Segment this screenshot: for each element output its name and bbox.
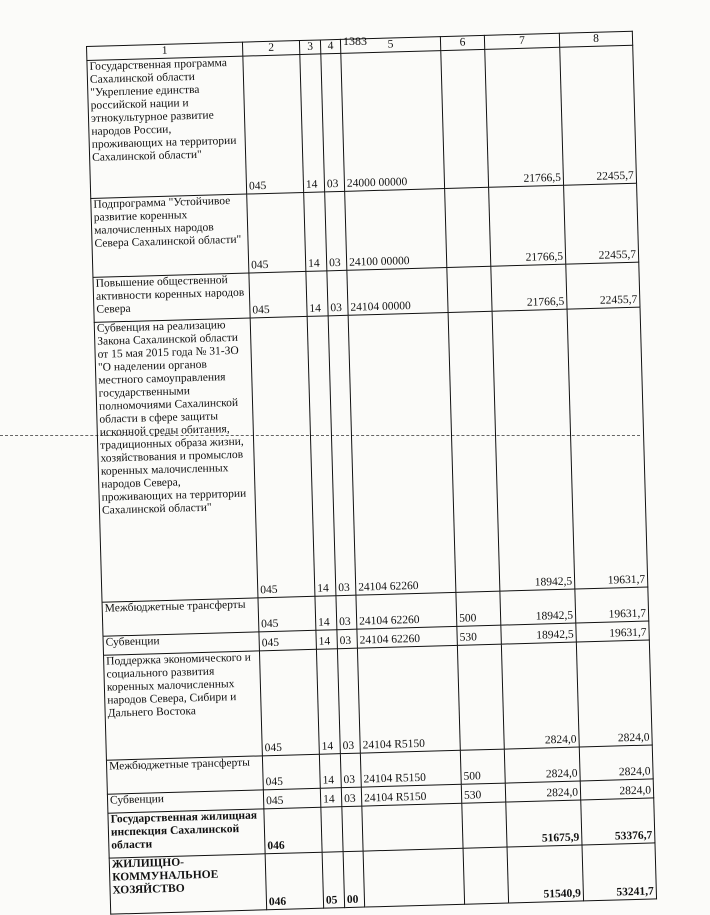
expense-type-cell: 500 <box>456 591 501 626</box>
name-cell: Повышение общественной активности коренных народов Севера <box>93 273 250 322</box>
section-cell <box>321 807 343 853</box>
ministry-code-cell: 045 <box>247 192 306 273</box>
amount-col7-cell: 2824,0 <box>501 642 579 749</box>
name-cell: Государственная жилищная инспекция Сахалинской области <box>108 809 265 858</box>
header-cell: 8 <box>559 31 632 47</box>
subsection-cell: 03 <box>336 595 357 630</box>
target-article-cell: 24104 62260 <box>348 312 456 595</box>
header-cell: 5 <box>340 37 440 54</box>
amount-col7-cell: 18942,5 <box>500 589 576 625</box>
ministry-code-cell: 045 <box>249 271 307 318</box>
amount-col7-cell: 18942,5 <box>492 309 575 591</box>
amount-col8-cell: 53376,7 <box>581 798 655 845</box>
target-article-cell: 24104 R5150 <box>360 750 461 787</box>
amount-col8-cell: 22455,7 <box>564 183 639 264</box>
ministry-code-cell: 046 <box>265 852 324 910</box>
amount-col8-cell: 19631,7 <box>576 621 650 642</box>
subsection-cell: 03 <box>325 191 347 271</box>
subsection-cell: 03 <box>337 629 358 649</box>
section-cell: 14 <box>315 596 337 631</box>
section-cell: 14 <box>320 788 342 808</box>
amount-col7-cell: 18942,5 <box>501 623 577 644</box>
expense-type-cell <box>447 266 492 312</box>
subsection-cell: 03 <box>321 53 345 192</box>
target-article-cell <box>362 803 463 851</box>
expense-type-cell: 530 <box>461 783 506 803</box>
target-article-cell <box>363 848 465 907</box>
subsection-cell: 03 <box>341 787 362 807</box>
table-row <box>104 640 653 760</box>
subsection-cell: 03 <box>327 270 348 316</box>
header-cell: 3 <box>299 40 320 55</box>
table-row <box>94 307 648 602</box>
subsection-cell: 03 <box>337 648 360 754</box>
amount-col8-cell: 53241,7 <box>582 843 657 901</box>
amount-col7-cell: 21766,5 <box>491 264 567 311</box>
page-number: 1383 <box>343 34 367 48</box>
amount-col7-cell: 21766,5 <box>485 47 564 187</box>
amount-col8-cell: 22455,7 <box>560 45 637 185</box>
expense-type-cell: 500 <box>460 749 505 784</box>
section-cell: 14 <box>307 316 336 596</box>
header-cell: 1 <box>87 42 243 60</box>
subsection-cell <box>342 806 363 852</box>
amount-col8-cell: 2824,0 <box>579 745 653 781</box>
name-cell: Межбюджетные трансферты <box>106 756 263 794</box>
amount-col7-cell: 21766,5 <box>489 185 566 266</box>
ministry-code-cell: 046 <box>264 807 322 854</box>
expense-type-cell <box>445 187 491 267</box>
header-cell: 2 <box>242 41 299 57</box>
section-cell: 14 <box>306 271 328 317</box>
amount-col7-cell: 2824,0 <box>505 781 581 802</box>
name-cell: Субвенции <box>103 632 259 655</box>
ministry-code-cell: 045 <box>262 754 320 790</box>
target-article-cell: 24104 62260 <box>356 592 457 629</box>
amount-col8-cell: 19631,7 <box>567 307 648 589</box>
name-cell: Поддержка экономического и социального развития коренных малочисленных народов Севера, Сибири и Дальнего Востока <box>104 651 263 760</box>
expense-type-cell: 530 <box>457 625 502 645</box>
subsection-cell: 03 <box>328 315 356 595</box>
ministry-code-cell: 045 <box>263 788 321 809</box>
expense-type-cell <box>441 49 489 188</box>
ministry-code-cell: 045 <box>243 55 304 195</box>
section-cell: 14 <box>316 649 340 755</box>
amount-col8-cell: 2824,0 <box>580 779 654 800</box>
subsection-cell: 03 <box>340 753 361 788</box>
amount-col8-cell: 19631,7 <box>575 587 649 623</box>
section-cell: 14 <box>300 54 325 193</box>
header-cell: 6 <box>440 35 484 50</box>
ministry-code-cell: 045 <box>259 630 317 651</box>
target-article-cell: 24104 R5150 <box>357 645 460 753</box>
amount-col8-cell: 2824,0 <box>576 640 652 747</box>
header-cell: 4 <box>320 39 340 54</box>
target-article-cell: 24000 00000 <box>341 51 445 192</box>
name-cell: Межбюджетные трансферты <box>102 598 259 636</box>
table-row <box>87 45 637 198</box>
amount-col7-cell: 2824,0 <box>504 747 580 783</box>
ministry-code-cell: 045 <box>259 649 319 756</box>
name-cell: Государственная программа Сахалинской области "Укрепление единства российской нации и этнокультурное развитие народов России, проживающих на территории Сахалинской области" <box>87 56 247 198</box>
ministry-code-cell: 045 <box>258 596 316 632</box>
expense-type-cell <box>462 802 507 848</box>
expense-type-cell <box>463 847 509 904</box>
name-cell: ЖИЛИЩНО-КОММУНАЛЬНОЕ ХОЗЯЙСТВО <box>109 854 267 914</box>
subsection-cell: 00 <box>343 851 365 908</box>
target-article-cell: 24104 00000 <box>347 268 448 316</box>
section-cell: 14 <box>319 754 341 789</box>
expense-type-cell <box>457 644 504 750</box>
amount-col7-cell: 51675,9 <box>506 800 582 847</box>
target-article-cell: 24100 00000 <box>345 189 447 271</box>
name-cell: Субвенции <box>107 790 263 813</box>
table-row <box>91 183 639 277</box>
header-cell: 7 <box>484 33 559 49</box>
section-cell: 05 <box>322 852 345 909</box>
name-cell: Подпрограмма "Устойчивое развитие коренных малочисленных народов Севера Сахалинской области" <box>91 194 249 277</box>
amount-col7-cell: 51540,9 <box>507 845 584 903</box>
expense-type-cell <box>448 311 500 592</box>
section-cell: 14 <box>304 192 327 272</box>
name-cell: Субвенция на реализацию Закона Сахалинской области от 15 мая 2015 года № 31-ЗО "О наделении органов местного самоуправления государственными полномочиями Сахалинской области в сфере защиты исконной среды обитания, традиционных образа жизни, хозяйствования и промыслов коренных малочисленных народов Севера, проживающих на территории Сахалинской области" <box>94 318 258 602</box>
ministry-code-cell: 045 <box>250 316 315 597</box>
amount-col8-cell: 22455,7 <box>566 262 640 309</box>
section-cell: 14 <box>316 630 338 650</box>
target-article-cell: 24104 R5150 <box>361 784 461 806</box>
budget-table <box>86 31 657 915</box>
target-article-cell: 24104 62260 <box>357 626 457 648</box>
